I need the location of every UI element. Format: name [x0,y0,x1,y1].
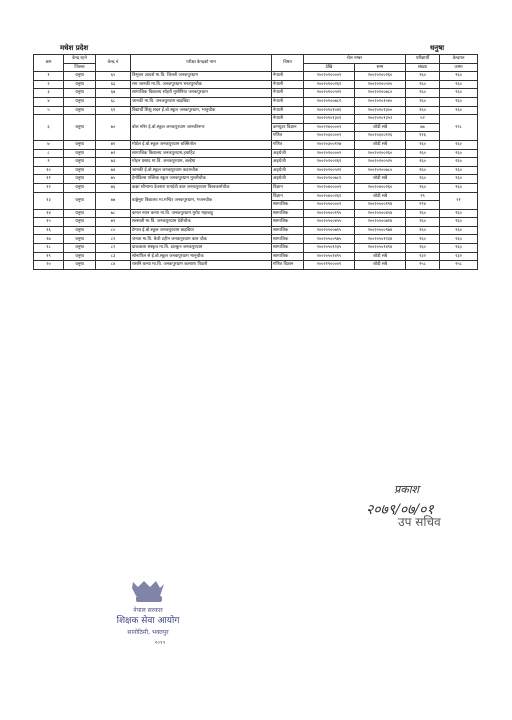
cell-candidates: २३२ [406,252,440,261]
cell-district: धनुषा [64,115,96,141]
cell-center-total: २६० [440,218,478,227]
cell-roll-from: २००२०५०१४९५ [304,252,355,261]
cell-center-no: ७३ [96,158,131,167]
cell-district: धनुषा [64,261,96,270]
cell-center-no: ७२ [96,149,131,158]
cell-roll-to: जोडी सबै [355,261,406,270]
cell-subject: सामाजिक [272,235,304,244]
cell-sn: १६ [34,226,64,235]
cell-candidates: १९४ [406,201,440,210]
seal-line2: शिक्षक सेवा आयोग [116,616,180,626]
cell-roll-from: २००२०२००००१ [304,149,355,158]
cell-roll-from: २००२०५००९७५ [304,235,355,244]
cell-district: धनुषा [64,97,96,106]
cell-candidates: २६० [406,218,440,227]
table-row [34,89,478,98]
cell-candidates: २६० [406,80,440,89]
cell-roll-from: २००२०५००७१५ [304,226,355,235]
cell-roll-to: २००२०१०१३०० [355,106,406,115]
cell-candidates: २५८ [406,261,440,270]
table-row [34,106,478,115]
cell-center-name: डाकवाला संस्कृत मा.वि. डाल्कुन जनकपुरधाम [131,244,272,253]
header-district-top: केन्द्र रहने [64,55,96,64]
cell-center-name: त्रिभुवन आदर्श मा.वि. जिल्ली जनकपुरधाम [131,72,272,81]
cell-center-no: ६६ [96,80,131,89]
cell-district: धनुषा [64,209,96,218]
cell-sn: १८ [34,244,64,253]
cell-subject: अङ्ग्रेजी [272,149,304,158]
header-subject: विषय [272,55,304,72]
cell-candidates: २६० [406,166,440,175]
cell-center-no: ८० [96,226,131,235]
cell-sn: १५ [34,218,64,227]
cell-candidates: २६० [406,72,440,81]
cell-sn: १७ [34,235,64,244]
cell-roll-to: २००२०१००५२० [355,80,406,89]
cell-roll-from: २००२०५०१२३५ [304,244,355,253]
cell-candidates: २६० [406,158,440,167]
cell-center-total: २६० [440,158,478,167]
cell-center-no: ७८ [96,209,131,218]
cell-sn: १२ [34,183,64,192]
cell-roll-to: २००२०३००१२६ [355,132,406,141]
signature-title: उप सचिव [398,515,441,529]
cell-center-name: बाङ्मेनुरा विद्यालय मा.मन्दिर जनकपुरधाम, भजनचौक [131,192,272,209]
cell-subject: अङ्ग्रेजी [272,175,304,184]
cell-center-no: ८३ [96,252,131,261]
district-heading: धनुषा [430,44,445,52]
cell-roll-to: २००२०१०१३५२ [355,115,406,124]
cell-candidates: २६० [406,235,440,244]
cell-roll-to: २००२०२००७८० [355,166,406,175]
cell-roll-from: २००२०३००१२७ [304,140,355,149]
header-total-bottom: जम्मा [440,63,478,72]
cell-subject: नेपाली [272,106,304,115]
cell-district: धनुषा [64,166,96,175]
cell-district: धनुषा [64,226,96,235]
table-row [34,244,478,253]
cell-center-total: २६० [440,106,478,115]
cell-district: धनुषा [64,72,96,81]
cell-district: धनुषा [64,218,96,227]
cell-district: धनुषा [64,252,96,261]
cell-subject: अङ्ग्रेजी [272,166,304,175]
cell-sn: ३ [34,89,64,98]
cell-center-name: टेम्पल ई.बो.स्कूल जनकपुरधाम बाह्रबिघा [131,226,272,235]
cell-roll-from: २००२०१००७८१ [304,97,355,106]
cell-roll-from: २००२०३००००१ [304,132,355,141]
cell-sn: २ [34,80,64,89]
cell-center-total: २६० [440,72,478,81]
cell-roll-from: २००२०५००००१ [304,201,355,210]
cell-roll-from: २००२०२००५२१ [304,166,355,175]
cell-center-name: विद्यार्थी शिशु सदन ई.बो.स्कूल जनकपुरधाम, भानुचौक [131,106,272,115]
cell-roll-from: २००२०५००१९५ [304,209,355,218]
cell-sn: ९ [34,158,64,167]
cell-roll-from: २००२०२००७८१ [304,175,355,184]
header-candidates-top: परीक्षार्थी [406,55,440,64]
seal-line3: सानोठिमी, भक्तपुर [127,629,169,636]
cell-sn: १३ [34,192,64,209]
cell-subject: नेपाली [272,72,304,81]
cell-district: धनुषा [64,235,96,244]
exam-center-table [33,54,478,270]
table-header [34,55,478,72]
cell-roll-from: २००२०२००२६१ [304,158,355,167]
cell-roll-to: २००२०५०१२३४ [355,235,406,244]
table-row [34,175,478,184]
cell-center-total: २६० [440,226,478,235]
header-sn: क्रम [34,55,64,72]
cell-sn: ५ [34,106,64,115]
cell-district: धनुषा [64,149,96,158]
cell-subject: गणित विज्ञान [272,261,304,270]
cell-subject: नेपाली [272,80,304,89]
cell-roll-from: २००२०१०१३०१ [304,115,355,124]
cell-roll-to: २००२०५००९७४ [355,226,406,235]
header-from: देखि [304,63,355,72]
cell-sn: १९ [34,252,64,261]
cell-sn: ८ [34,149,64,158]
header-candidates-bottom: संख्या [406,63,440,72]
cell-candidates: २६० [406,226,440,235]
cell-subject: गणित [272,140,304,149]
cell-subject: सामाजिक [272,226,304,235]
cell-center-name: बोल मरिर ई.बो.स्कूल जनकपुरधाम जानकीनगर [131,115,272,141]
cell-roll-to: २००२०२००५२० [355,158,406,167]
cell-sn: २० [34,261,64,270]
cell-candidates: २६० [406,209,440,218]
cell-center-total: २६० [440,175,478,184]
table-row [34,115,478,124]
cell-candidates: २६० [406,89,440,98]
cell-candidates: २६० [406,244,440,253]
cell-center-name: सामाजिक विद्यालय सोहरी मुशीनिया जनकपुरधाम [131,89,272,98]
cell-subject: विज्ञान [272,192,304,201]
cell-center-no: ७४ [96,166,131,175]
signature-date: २०७९/०७/०१ [366,502,434,518]
cell-district: धनुषा [64,192,96,209]
table-row [34,235,478,244]
cell-center-total: २५८ [440,261,478,270]
cell-center-name: कमल नयन कन्या मा.वि. जनकपुरधाम मुरोट महाबाटु [131,209,272,218]
cell-candidates: २६० [406,175,440,184]
cell-center-name: सोनापिल से ई.बो.स्कूल जनकपुरधाम भानुचौक [131,252,272,261]
cell-subject: सामाजिक [272,218,304,227]
cell-center-no: ७६ [96,183,131,192]
cell-subject: अङ्ग्रेजी [272,158,304,167]
cell-district: धनुषा [64,80,96,89]
cell-roll-to: २००२०१००७८० [355,89,406,98]
table-row [34,209,478,218]
cell-center-name: हेमोडिल्स पब्लिक स्कूल जनकपुरधाम मुरलीचौक [131,175,272,184]
cell-sn: १ [34,72,64,81]
cell-roll-to: २००२०१०१०४० [355,97,406,106]
cell-center-total: २६० [440,244,478,253]
cell-candidates: २९ [406,192,440,201]
cell-center-name: कक्षा सौभाग्य देवनारा रामदेवी बाल जनकपुरधाम विश्वकर्माचौक [131,183,272,192]
cell-center-no: ७५ [96,175,131,184]
seal-line1: नेपाल सरकार [133,607,163,614]
cell-sn: १० [34,166,64,175]
cell-center-total: २६० [440,97,478,106]
cell-center-name: मोडेल ई.बो.स्कूल जनकपुरधाम बक्सितोल [131,140,272,149]
cell-center-total: २६० [440,80,478,89]
cell-roll-from: २००२०४००००१ [304,183,355,192]
cell-sn: ७ [34,140,64,149]
cell-subject: सामाजिक [272,244,304,253]
cell-center-total: २६० [440,149,478,158]
cell-roll-from: २००२०४००२६१ [304,192,355,201]
cell-center-total: २२८ [440,115,478,141]
cell-roll-to: जोडी सबै [355,192,406,201]
cell-center-total: २६० [440,140,478,149]
seal-line4: २०१९ [154,640,166,646]
cell-subject: कम्प्युटर विज्ञान [272,123,304,132]
cell-district: धनुषा [64,106,96,115]
cell-subject: विज्ञान [272,183,304,192]
cell-roll-to: जोडी सबै [355,123,406,132]
cell-center-total: २६० [440,166,478,175]
cell-roll-to: २००२०५००१९४ [355,201,406,210]
table-row [34,192,478,201]
cell-candidates: ७७ [406,123,440,132]
header-district-bottom: जिल्ला [64,63,96,72]
cell-subject: नेपाली [272,89,304,98]
header-total-top: केन्द्रगत [440,55,478,64]
header-center-no: केन्द्र नं [96,55,131,72]
cell-roll-to: २००२०५०१४९४ [355,244,406,253]
cell-center-name: जनता मा.वि. बैजी टहीन जनकपुरधाम बाल चौक [131,235,272,244]
cell-subject: सामाजिक [272,209,304,218]
province-heading: मधेश प्रदेश [60,44,89,52]
cell-candidates: २६० [406,97,440,106]
office-seal [98,578,198,648]
cell-sn: ४ [34,97,64,106]
cell-center-no: ६७ [96,89,131,98]
table-row [34,72,478,81]
cell-candidates: १२६ [406,132,440,141]
cell-roll-to: २००२०१००२६० [355,72,406,81]
cell-center-no: ६५ [96,72,131,81]
cell-center-name: जानकी मा.वि. जनकपुरधाम बाह्रबिघा [131,97,272,106]
table-body [34,72,478,270]
cell-center-name: मोहन प्रसाद मा.वि. जनकपुरधाम, बल्हैया [131,158,272,167]
cell-roll-to: जोडी सबै [355,175,406,184]
header-center-name: परीक्षा केन्द्रको नाम [131,55,272,72]
cell-roll-from: २००२०१००२६१ [304,80,355,89]
header-roll-range: रोल नम्बर [304,55,406,64]
cell-roll-from: २००२०५००४५५ [304,218,355,227]
cell-district: धनुषा [64,89,96,98]
table-row [34,261,478,270]
cell-center-no: ६८ [96,97,131,106]
cell-candidates: ५२ [406,115,440,124]
table-row [34,158,478,167]
cell-center-total: २६० [440,235,478,244]
table-row [34,166,478,175]
cell-roll-to: २००२०४००२६० [355,183,406,192]
cell-center-name: रासनि कन्या मा.वि. जनकपुरधाम कल्याण पिडारी [131,261,272,270]
table-row [34,140,478,149]
cell-district: धनुषा [64,183,96,192]
cell-center-no: ८२ [96,244,131,253]
cell-candidates: २६० [406,149,440,158]
cell-roll-to: २००२०५००७१४ [355,218,406,227]
cell-center-total: २३२ [440,252,478,261]
cell-center-total: २६० [440,89,478,98]
cell-center-no: ७१ [96,140,131,149]
cell-center-no: ८१ [96,235,131,244]
cell-sn: १४ [34,209,64,218]
cell-subject: नेपाली [272,97,304,106]
table-row [34,226,478,235]
cell-subject: नेपाली [272,115,304,124]
table-row [34,97,478,106]
cell-center-total: २१ [440,192,478,209]
cell-center-name: राम जानकी मा.वि. जनकपुरधाम भरतपुरचौक [131,80,272,89]
cell-candidates: २६० [406,183,440,192]
cell-center-no: ७० [96,115,131,141]
cell-roll-from: २००२०१००५२१ [304,89,355,98]
cell-roll-to: जोडी सबै [355,252,406,261]
cell-subject: सामाजिक [272,252,304,261]
cell-center-total: २६० [440,209,478,218]
seal-emblem-icon [132,581,164,596]
cell-center-no: ७९ [96,218,131,227]
cell-subject: सामाजिक [272,201,304,210]
signature-name: प्रकाश [394,483,420,496]
cell-sn: ११ [34,175,64,184]
cell-center-no: ८४ [96,261,131,270]
cell-center-no: ६९ [96,106,131,115]
cell-center-total: २६० [440,183,478,192]
table-row [34,183,478,192]
cell-roll-from: २००२०१०१०४१ [304,106,355,115]
cell-roll-from: २००२२४००००१ [304,123,355,132]
cell-district: धनुषा [64,158,96,167]
cell-roll-to: जोडी सबै [355,140,406,149]
cell-candidates: २६० [406,106,440,115]
table-row [34,149,478,158]
cell-roll-from: २००२०१००००१ [304,72,355,81]
table-row [34,252,478,261]
cell-candidates: २६० [406,140,440,149]
cell-subject: गणित [272,132,304,141]
cell-district: धनुषा [64,140,96,149]
table-row [34,218,478,227]
cell-roll-to: २००२०५००४५४ [355,209,406,218]
cell-roll-to: २००२०२००२६० [355,149,406,158]
cell-center-no: ७७ [96,192,131,209]
cell-center-name: जानकी ई.बो.स्कूल जनकपुरधाम कदमचौक [131,166,272,175]
header-to: सम्म [355,63,406,72]
cell-roll-from: २००२१९००००१ [304,261,355,270]
cell-sn: ६ [34,115,64,141]
cell-center-name: सामाजिक विद्यालय जनकपुरधाम,हवाहिट [131,149,272,158]
cell-district: धनुषा [64,175,96,184]
cell-center-name: सरस्वती मा.वि. जनकपुरधाम देवीचौक [131,218,272,227]
table-row [34,80,478,89]
cell-district: धनुषा [64,244,96,253]
